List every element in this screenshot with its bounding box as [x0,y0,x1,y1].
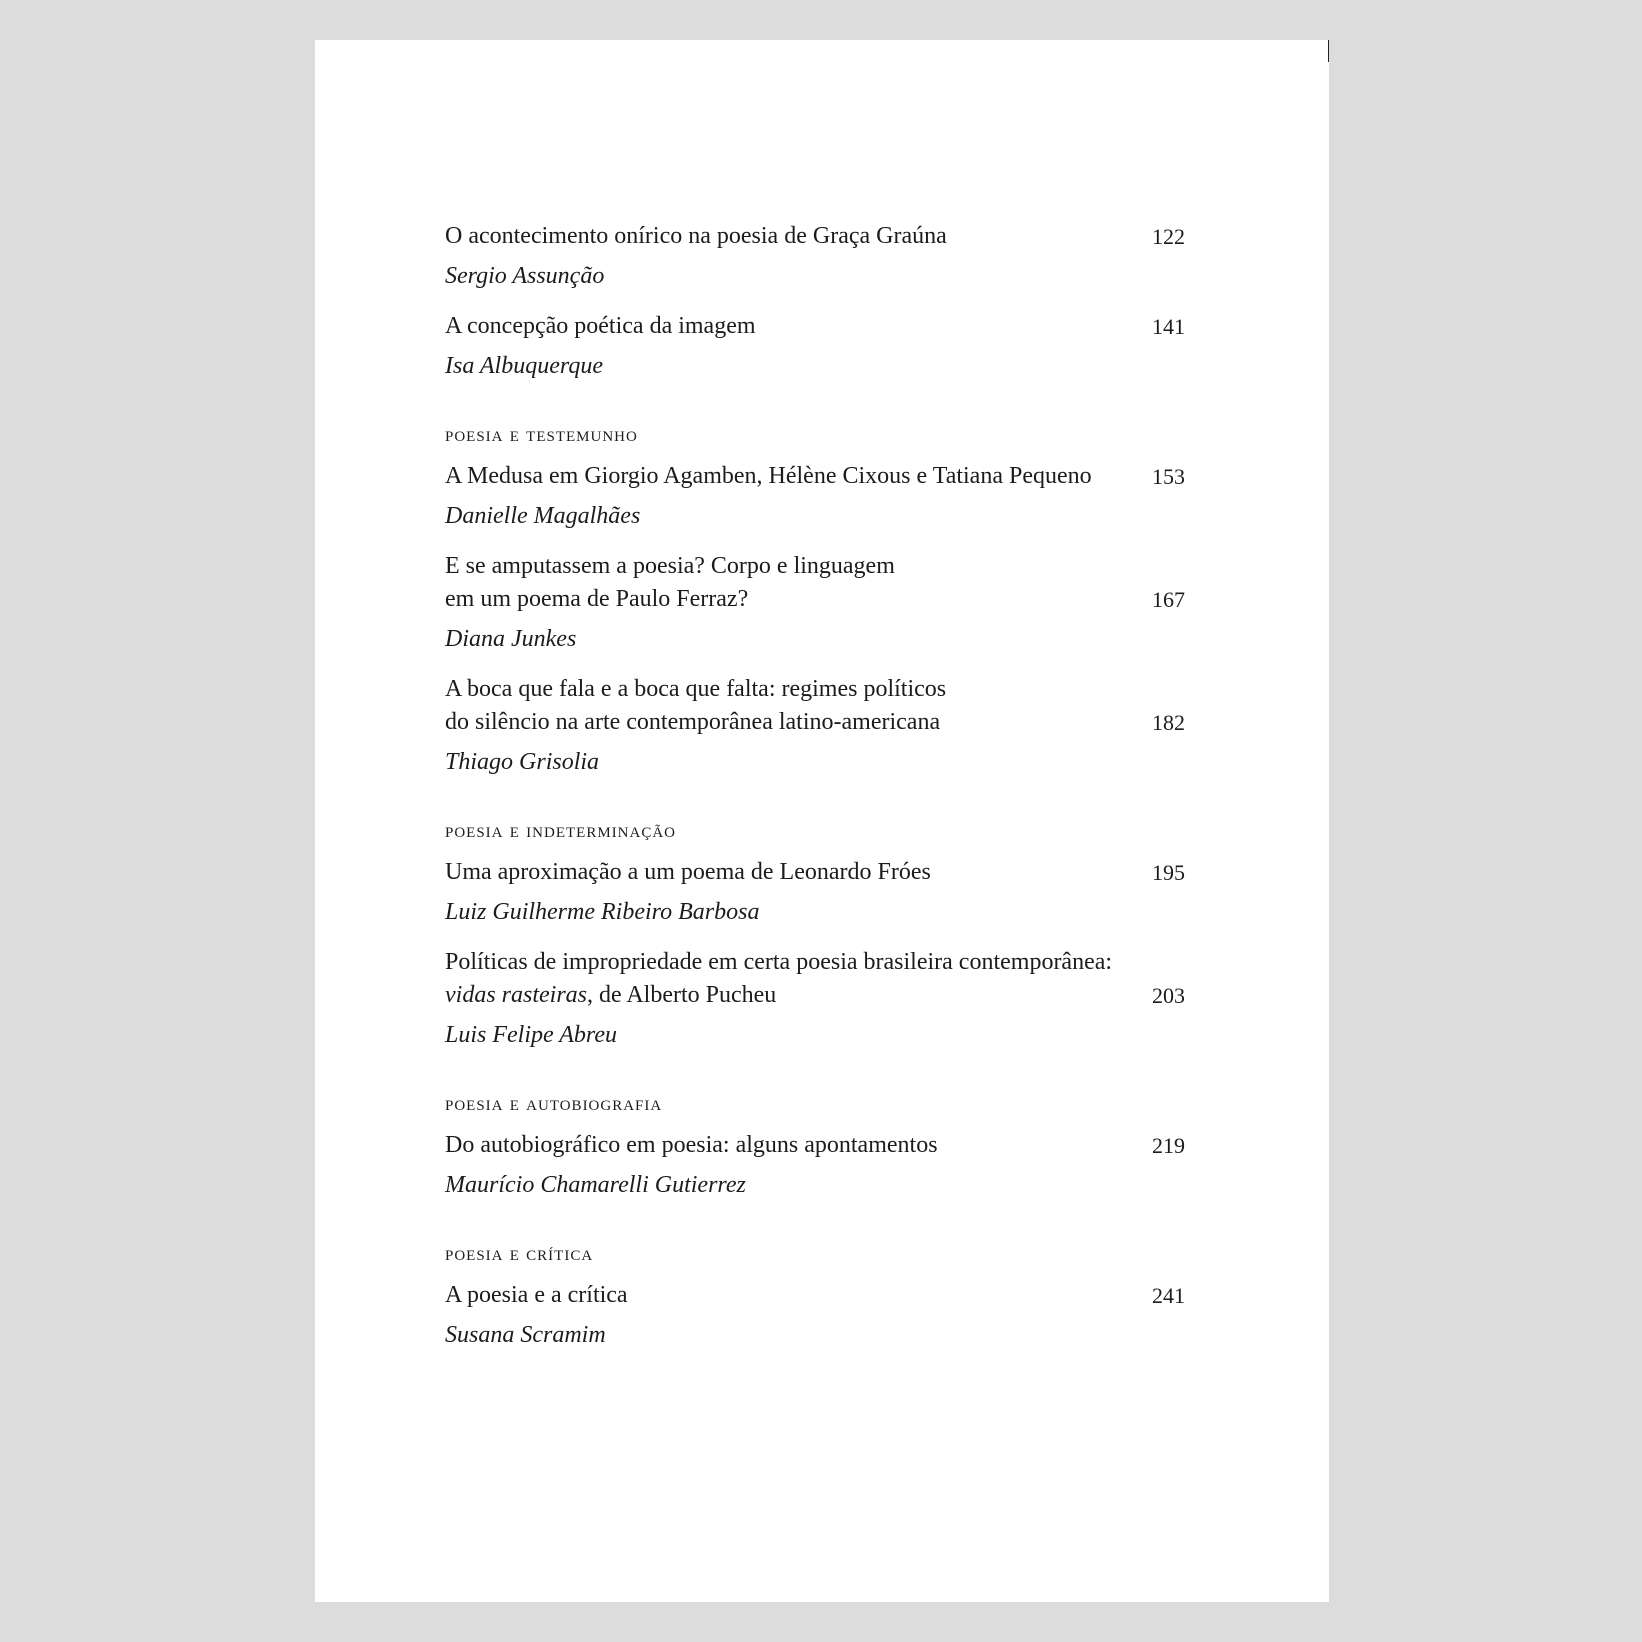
toc-entry-title-line [445,706,946,739]
title-segment: , de Alberto Pucheu [587,982,777,1008]
toc-entry-title-line [445,550,895,583]
toc-entry-title-line [445,856,931,889]
toc-entry[interactable] [445,460,1185,533]
title-segment: A Medusa em Giorgio Agamben, Hélène Cixous e Tatiana Pequeno [445,463,1092,489]
toc-entry-page-number: 219 [1152,1133,1185,1158]
toc-entry[interactable] [445,856,1185,929]
toc-entry-title-row [445,1279,1185,1312]
toc-entry-title-row [445,856,1185,889]
toc-entry[interactable] [445,1279,1185,1352]
section-heading: poesia e autobiografia [445,1091,663,1115]
title-segment: em um poema de Paulo Ferraz? [445,586,749,612]
toc-entry[interactable] [445,550,1185,656]
toc-entry-author: Diana Junkes [445,626,577,652]
toc-entry-title [445,1129,938,1162]
toc-entry-title-row [445,1129,1185,1162]
toc-entry-title-line [445,946,1112,979]
toc-entry-page-number: 203 [1152,983,1185,1008]
toc-entry-author: Luis Felipe Abreu [445,1022,617,1048]
toc-entry-author: Susana Scramim [445,1322,606,1348]
toc-entry-title-line [445,583,895,616]
toc-entry-title [445,550,895,616]
toc-entry[interactable] [445,673,1185,779]
title-segment: A boca que fala e a boca que falta: regimes políticos [445,676,947,702]
toc-entry-title-line [445,1129,938,1162]
toc-entry-title [445,460,1092,493]
toc-entry-author: Luiz Guilherme Ribeiro Barbosa [445,899,760,925]
title-segment: Políticas de impropriedade em certa poesia brasileira contemporânea: [445,949,1113,975]
toc-entry-title [445,673,946,739]
toc-entry-title-line [445,220,947,253]
title-segment: Uma aproximação a um poema de Leonardo Fróes [445,859,931,885]
toc-entry[interactable] [445,220,1185,293]
toc-entry-title-row [445,460,1185,493]
toc-entry-title-line [445,460,1092,493]
toc-entry-page-number: 182 [1152,710,1185,735]
toc-entry-author: Thiago Grisolia [445,749,600,775]
toc-entry[interactable] [445,310,1185,383]
toc-entry-title [445,856,931,889]
toc-entry-title-line [445,1279,628,1312]
toc-entry-page-number: 153 [1152,464,1185,489]
toc-entry-title-row [445,310,1185,343]
toc-entry-title [445,1279,628,1312]
toc-entry-title-row [445,550,1185,616]
title-segment: E se amputassem a poesia? Corpo e linguagem [445,553,895,579]
toc-entry-page-number: 241 [1152,1283,1185,1308]
toc-entry-page-number: 122 [1152,224,1185,249]
section-heading: poesia e crítica [445,1241,594,1265]
toc-entry-title-row [445,673,1185,739]
toc-entry-author: Sergio Assunção [445,263,605,289]
toc-entry[interactable] [445,1129,1185,1202]
toc-entry-page-number: 195 [1152,860,1185,885]
toc-entry-title-line [445,673,946,706]
toc-entry-page-number: 167 [1152,587,1185,612]
toc-entry-author: Danielle Magalhães [445,503,641,529]
toc-entry[interactable] [445,946,1185,1052]
toc-entry-title [445,310,756,343]
toc-entry-title-row [445,946,1185,1012]
toc-entry-title [445,946,1112,1012]
title-italic-segment: vidas rasteiras [445,982,588,1008]
toc-entry-title-row [445,220,1185,253]
toc-entry-title-line [445,310,756,343]
toc-entry-author: Isa Albuquerque [445,353,603,379]
title-segment: Do autobiográfico em poesia: alguns apontamentos [445,1132,938,1158]
toc-entry-title-line [445,979,1112,1012]
title-segment: A concepção poética da imagem [445,313,756,339]
toc-entry-page-number: 141 [1152,314,1185,339]
title-segment: A poesia e a crítica [445,1282,628,1308]
table-of-contents [445,220,1185,1369]
section-heading: poesia e indeterminação [445,818,676,842]
section-heading: poesia e testemunho [445,422,638,446]
title-segment: do silêncio na arte contemporânea latino-americana [445,709,941,735]
title-segment: O acontecimento onírico na poesia de Graça Graúna [445,223,947,249]
page-edge-mark [1328,40,1329,62]
toc-entry-title [445,220,947,253]
toc-entry-author: Maurício Chamarelli Gutierrez [445,1172,746,1198]
